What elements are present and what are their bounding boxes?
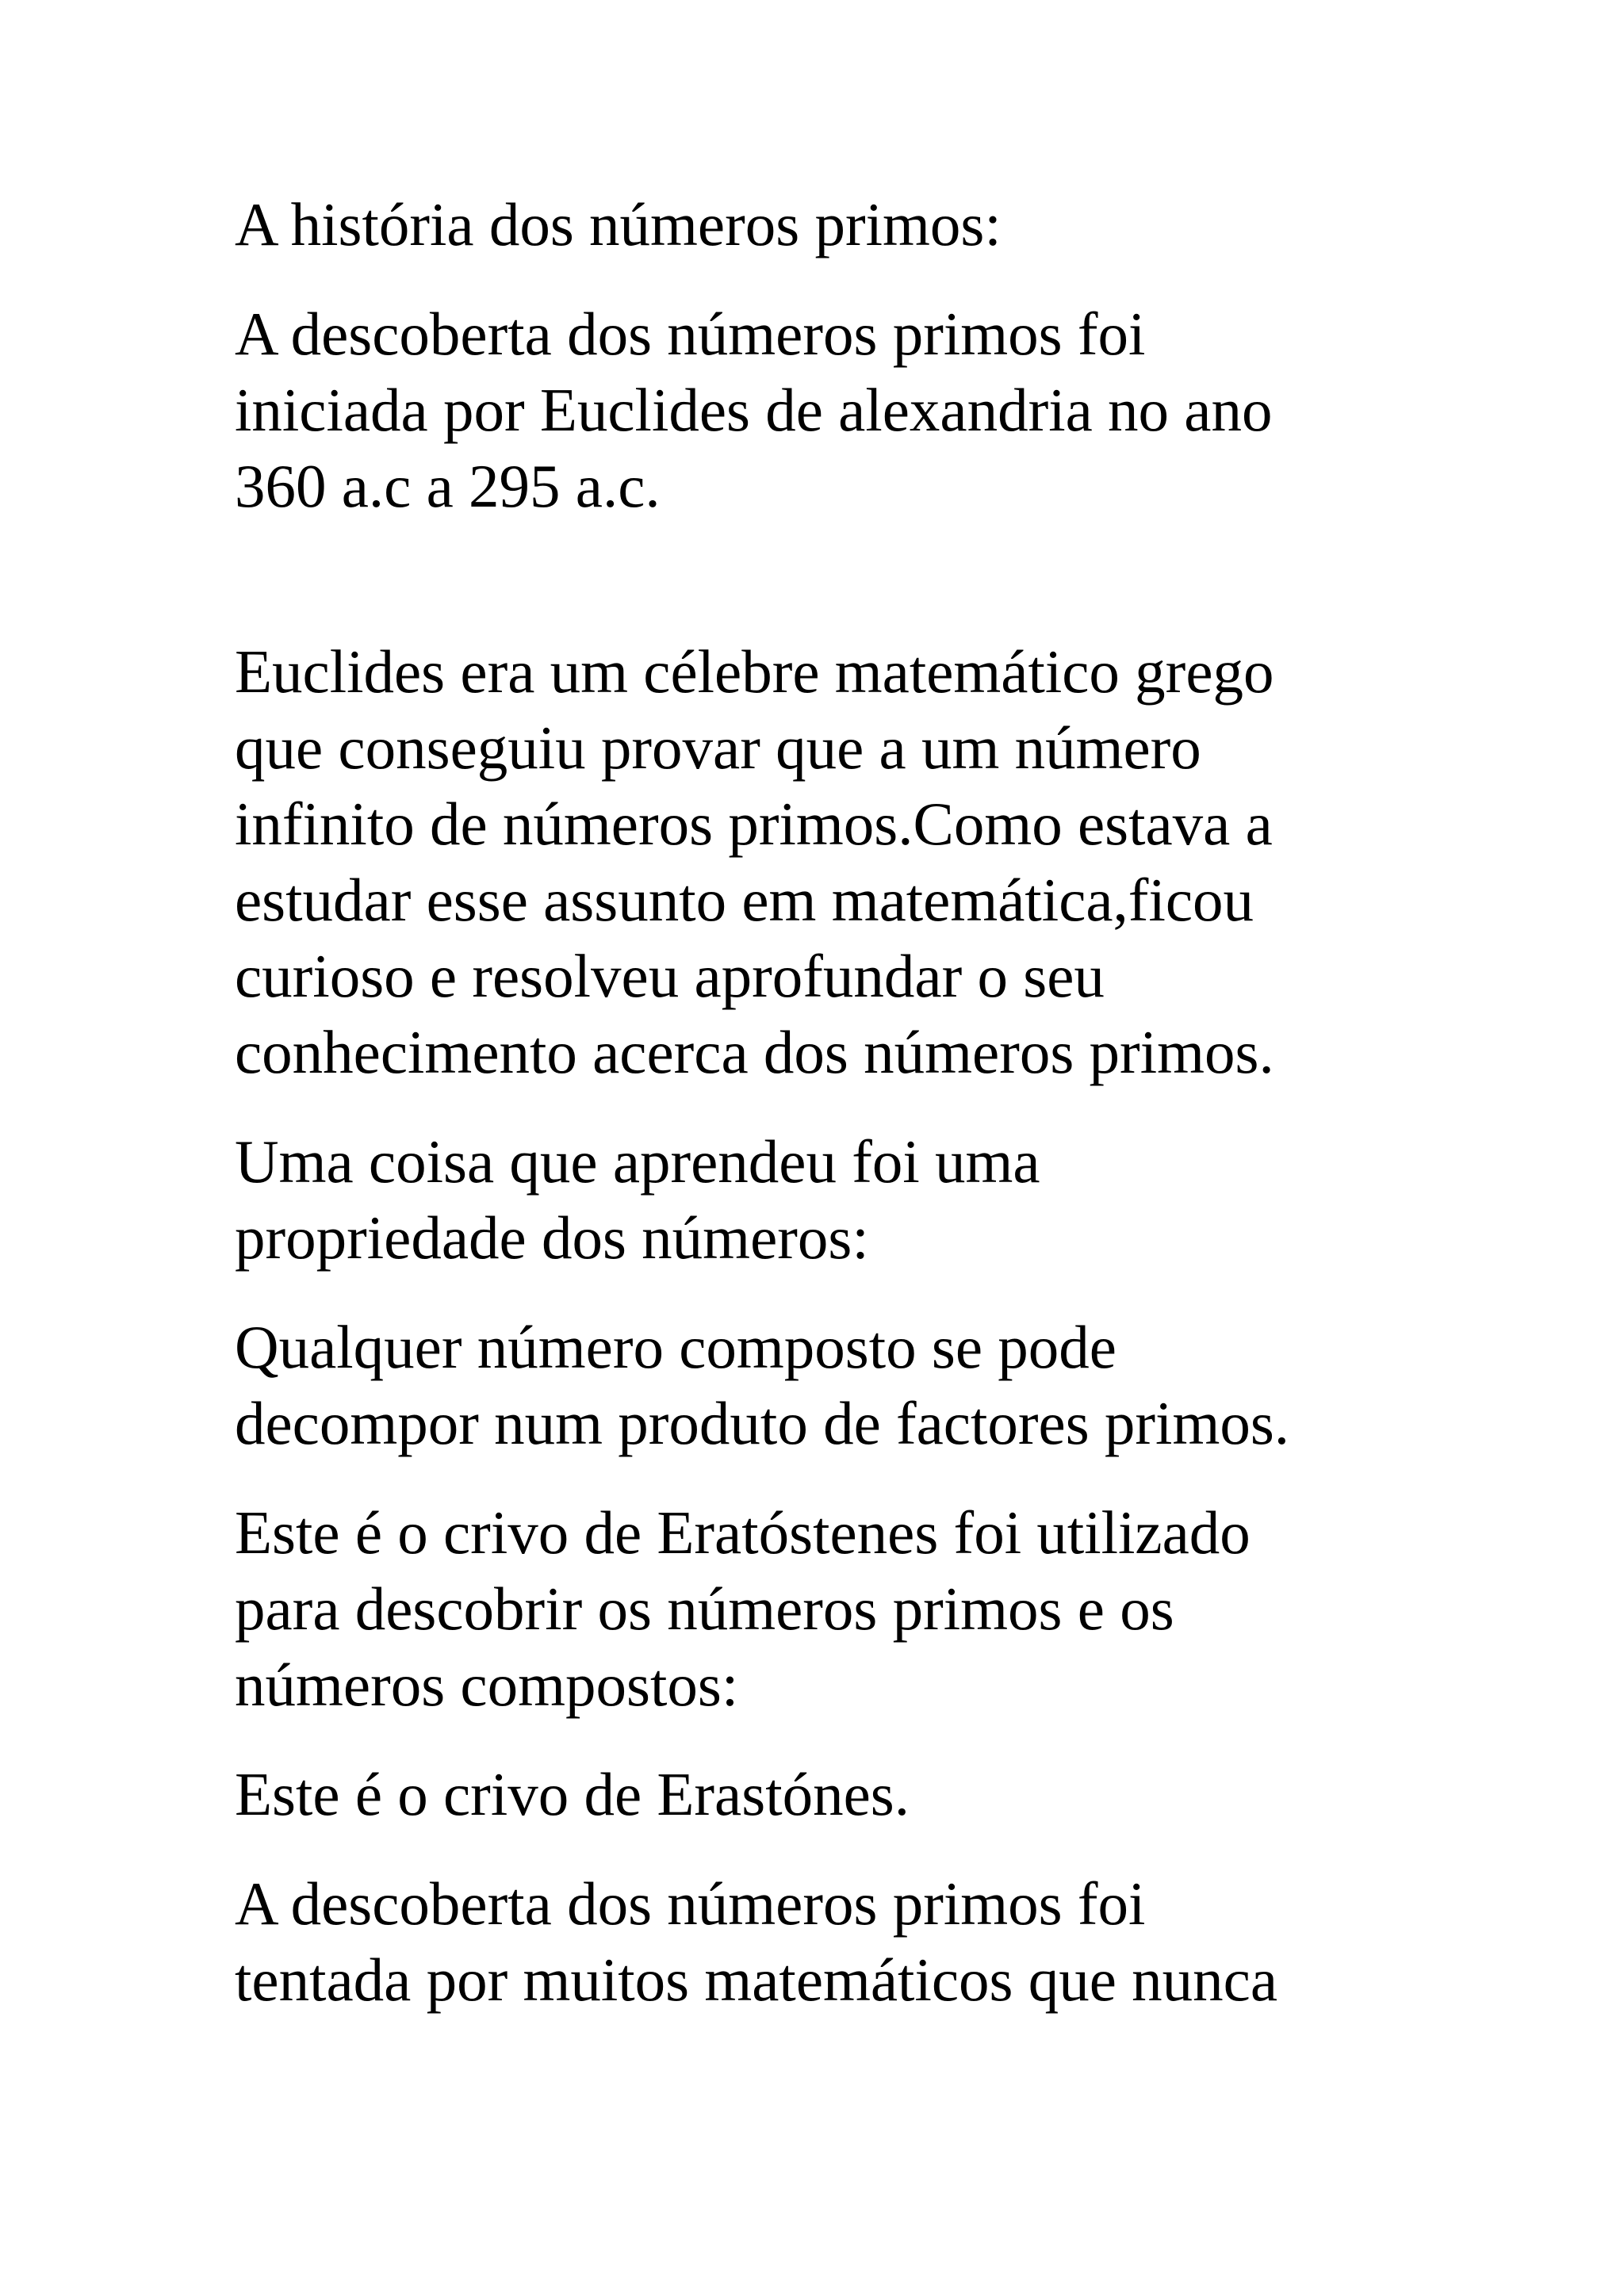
text-line: tentada por muitos matemáticos que nunca — [235, 1946, 1278, 2014]
text-line: propriedade dos números: — [235, 1203, 869, 1272]
text-line: decompor num produto de factores primos. — [235, 1389, 1290, 1457]
paragraph-sieve — [235, 1494, 1472, 1723]
document-title — [235, 186, 1472, 262]
paragraph-sieve-caption — [235, 1756, 1472, 1832]
text-line: que conseguiu provar que a um número — [235, 714, 1201, 782]
text-line: Este é o crivo de Eratóstenes foi utilizado — [235, 1498, 1251, 1567]
paragraph-property — [235, 1123, 1472, 1276]
text-line: Euclides era um célebre matemático grego — [235, 637, 1274, 706]
paragraph-composite — [235, 1309, 1472, 1461]
text-line: Este é o crivo de Erastónes. — [235, 1760, 910, 1828]
text-line: A descoberta dos números primos foi — [235, 300, 1146, 368]
text-line: para descobrir os números primos e os — [235, 1575, 1174, 1643]
paragraph-discovery — [235, 296, 1472, 524]
text-line: Uma coisa que aprendeu foi uma — [235, 1127, 1040, 1196]
paragraph-attempts — [235, 1866, 1472, 2018]
text-line: 360 a.c a 295 a.c. — [235, 452, 661, 520]
text-line: A história dos números primos: — [235, 190, 1002, 258]
paragraph-euclides — [235, 633, 1472, 1090]
text-line: curioso e resolveu aprofundar o seu — [235, 942, 1105, 1010]
text-line: A descoberta dos números primos foi — [235, 1869, 1146, 1938]
text-line: infinito de números primos.Como estava a — [235, 790, 1273, 858]
text-line: estudar esse assunto em matemática,ficou — [235, 866, 1254, 934]
text-line: Qualquer número composto se pode — [235, 1313, 1116, 1381]
text-line: números compostos: — [235, 1651, 739, 1719]
text-line: conhecimento acerca dos números primos. — [235, 1018, 1274, 1086]
document-body — [235, 186, 1472, 2018]
text-line: iniciada por Euclides de alexandria no ano — [235, 376, 1273, 444]
